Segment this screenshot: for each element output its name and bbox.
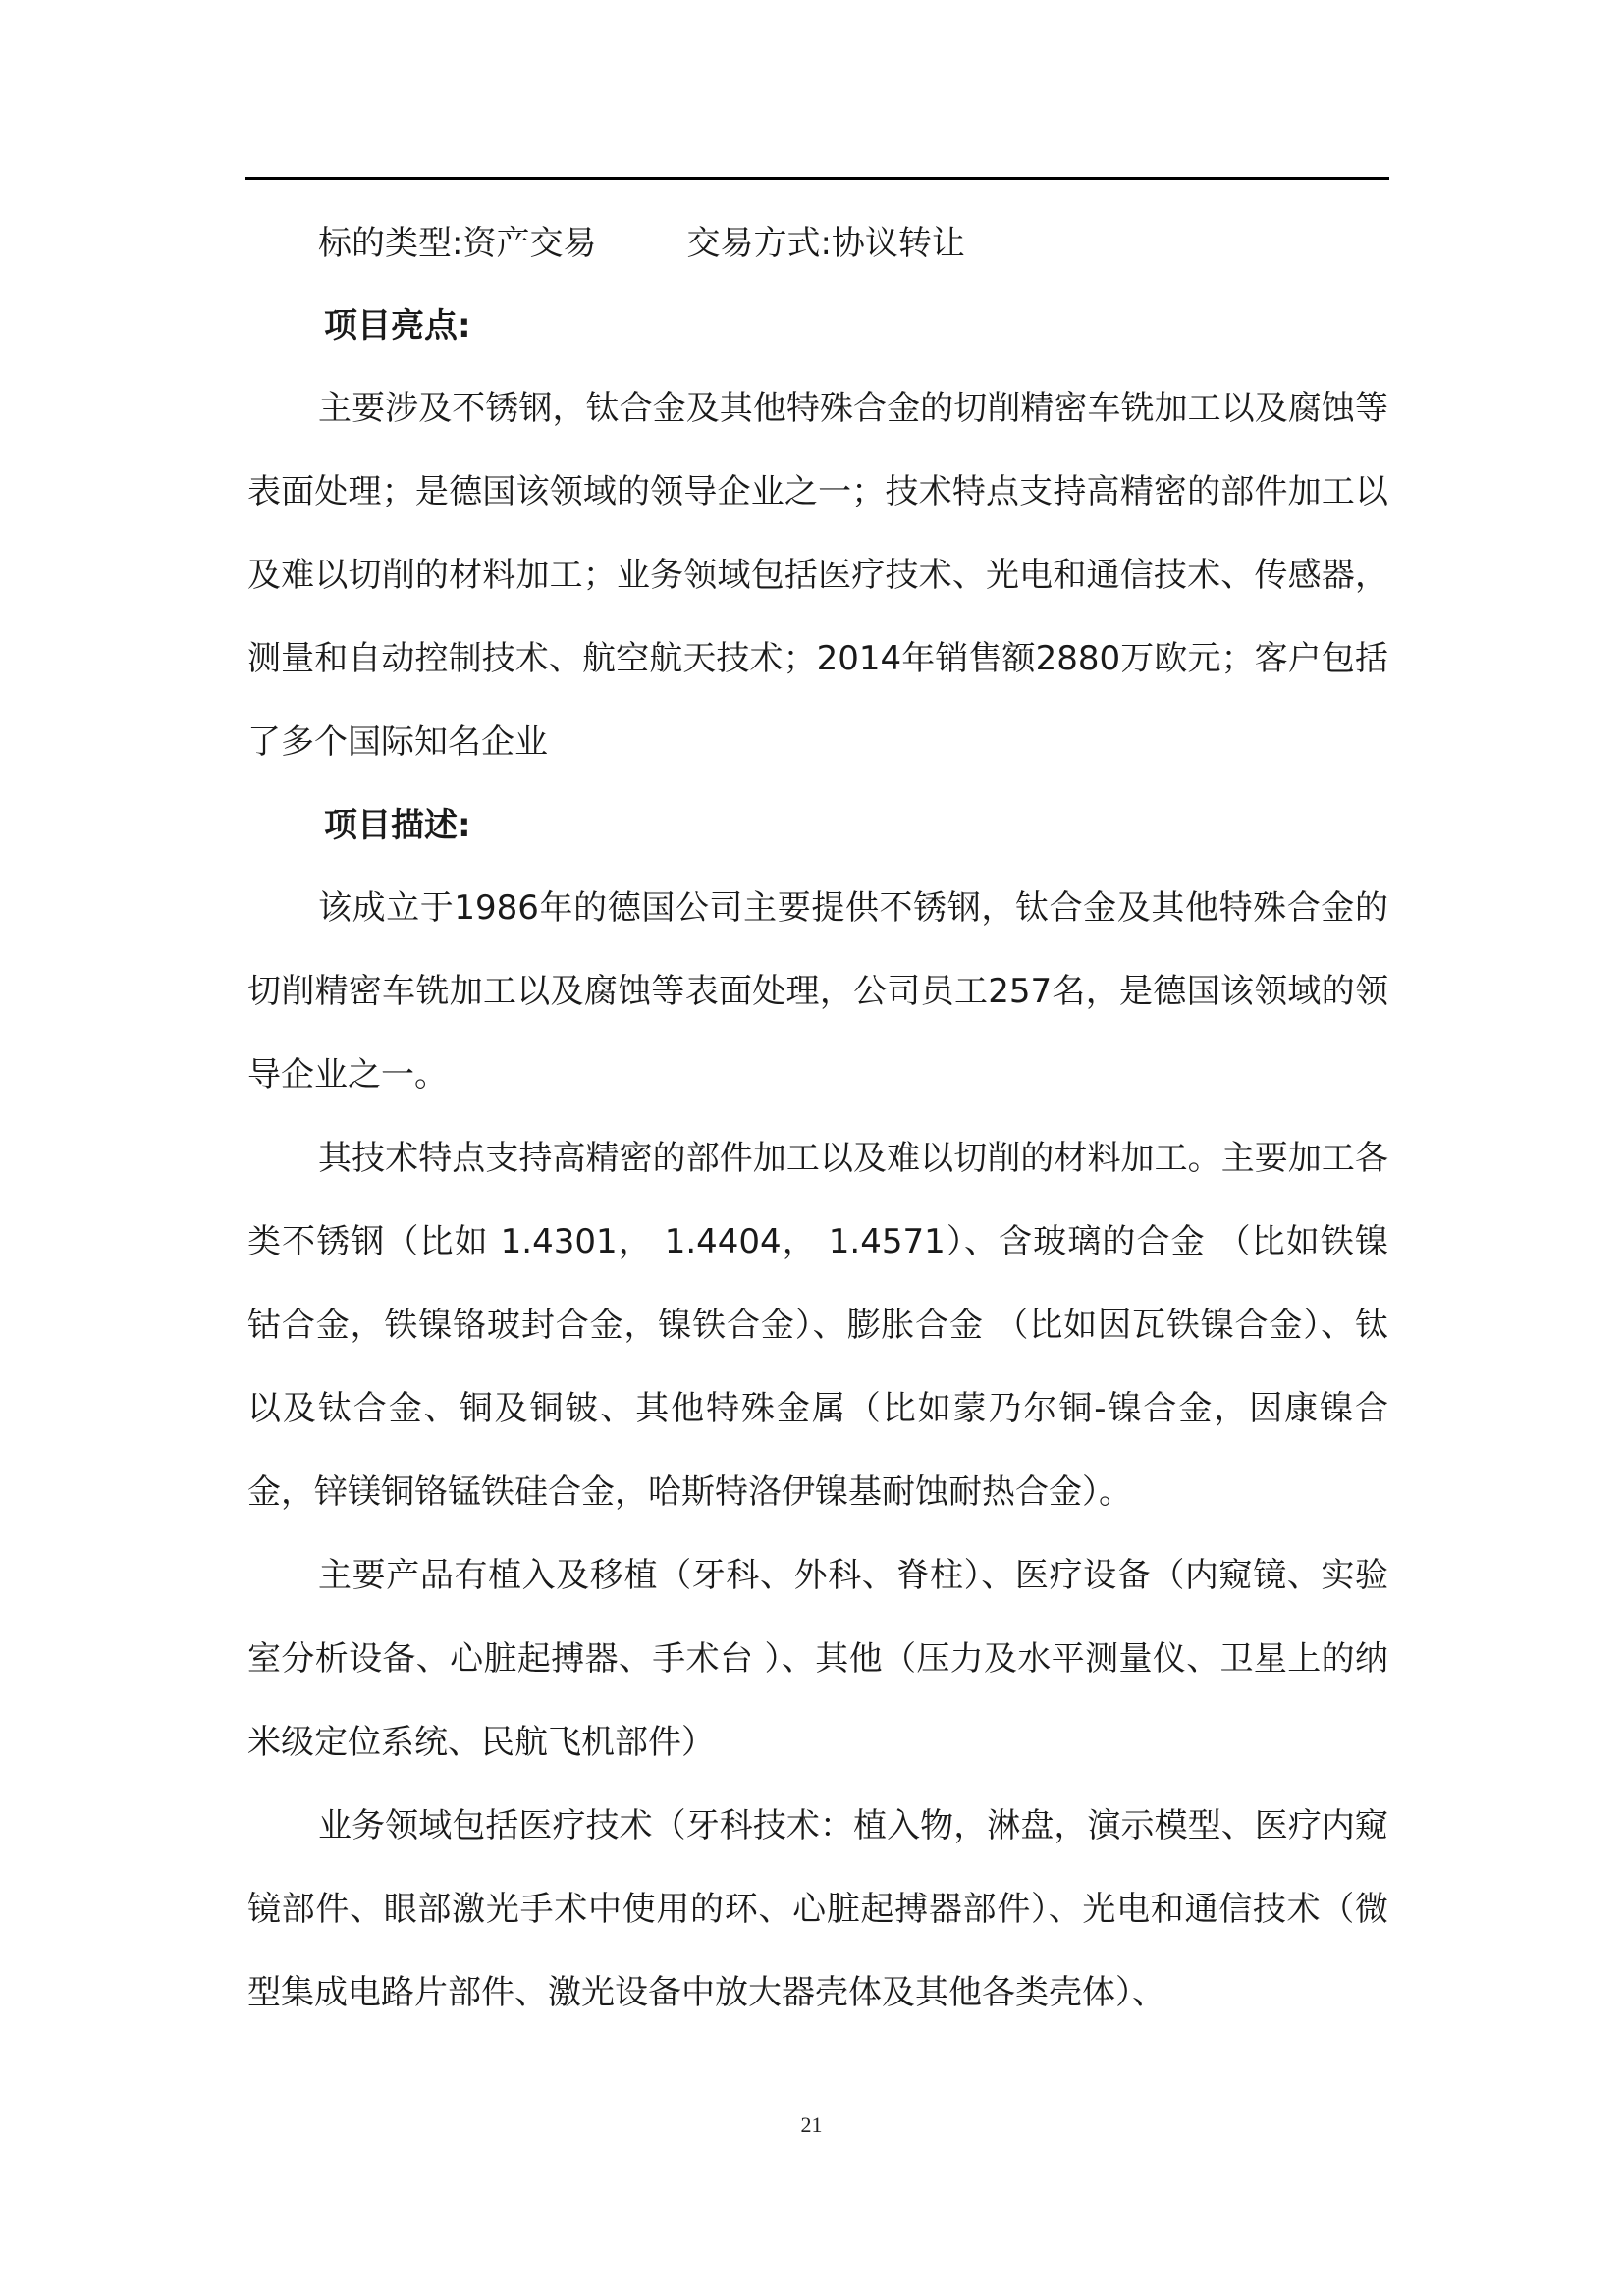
- highlights-heading: 项目亮点:: [324, 306, 471, 346]
- deal-meta-line: [247, 202, 1388, 285]
- description-paragraph-4: 业务领域包括医疗技术（牙科技术：植入物，淋盘，演示模型、医疗内窥镜部件、眼部激光手术中使用的环、心脏起搏器部件）、光电和通信技术（微型集成电路片部件、激光设备中放大器壳体及其他各类壳体）、: [247, 1806, 1388, 2012]
- header-rule: [245, 177, 1389, 180]
- trade-method: 交易方式:协议转让: [686, 224, 965, 263]
- description-paragraph-2: 其技术特点支持高精密的部件加工以及难以切削的材料加工。主要加工各类不锈钢（比如 1.4301， 1.4404， 1.4571）、含玻璃的合金 （比如铁镍钴合金，铁镍铬玻封合金，镍铁合金）、膨胀合金 （比如因瓦铁镍合金）、钛以及钛合金、铜及铜铍、其他特殊金属（比如蒙乃尔铜-镍合金，因康镍合金，锌镁铜铬锰铁硅合金，哈斯特洛伊镍基耐蚀耐热合金）。: [247, 1139, 1388, 1512]
- asset-type: 标的类型:资产交易: [318, 224, 597, 263]
- description-paragraph-1: 该成立于1986年的德国公司主要提供不锈钢，钛合金及其他特殊合金的切削精密车铣加工以及腐蚀等表面处理，公司员工257名，是德国该领域的领导企业之一。: [247, 888, 1388, 1095]
- page-number: 21: [800, 2112, 823, 2137]
- description-heading: 项目描述:: [324, 806, 471, 845]
- highlights-paragraph: 主要涉及不锈钢，钛合金及其他特殊合金的切削精密车铣加工以及腐蚀等表面处理；是德国该领域的领导企业之一；技术特点支持高精密的部件加工以及难以切削的材料加工；业务领域包括医疗技术、光电和通信技术、传感器，测量和自动控制技术、航空航天技术；2014年销售额2880万欧元；客户包括了多个国际知名企业: [247, 389, 1388, 762]
- description-paragraph-3: 主要产品有植入及移植（牙科、外科、脊柱）、医疗设备（内窥镜、实验室分析设备、心脏起搏器、手术台 ）、其他（压力及水平测量仪、卫星上的纳米级定位系统、民航飞机部件）: [247, 1556, 1388, 1762]
- document-body: [247, 202, 1388, 2035]
